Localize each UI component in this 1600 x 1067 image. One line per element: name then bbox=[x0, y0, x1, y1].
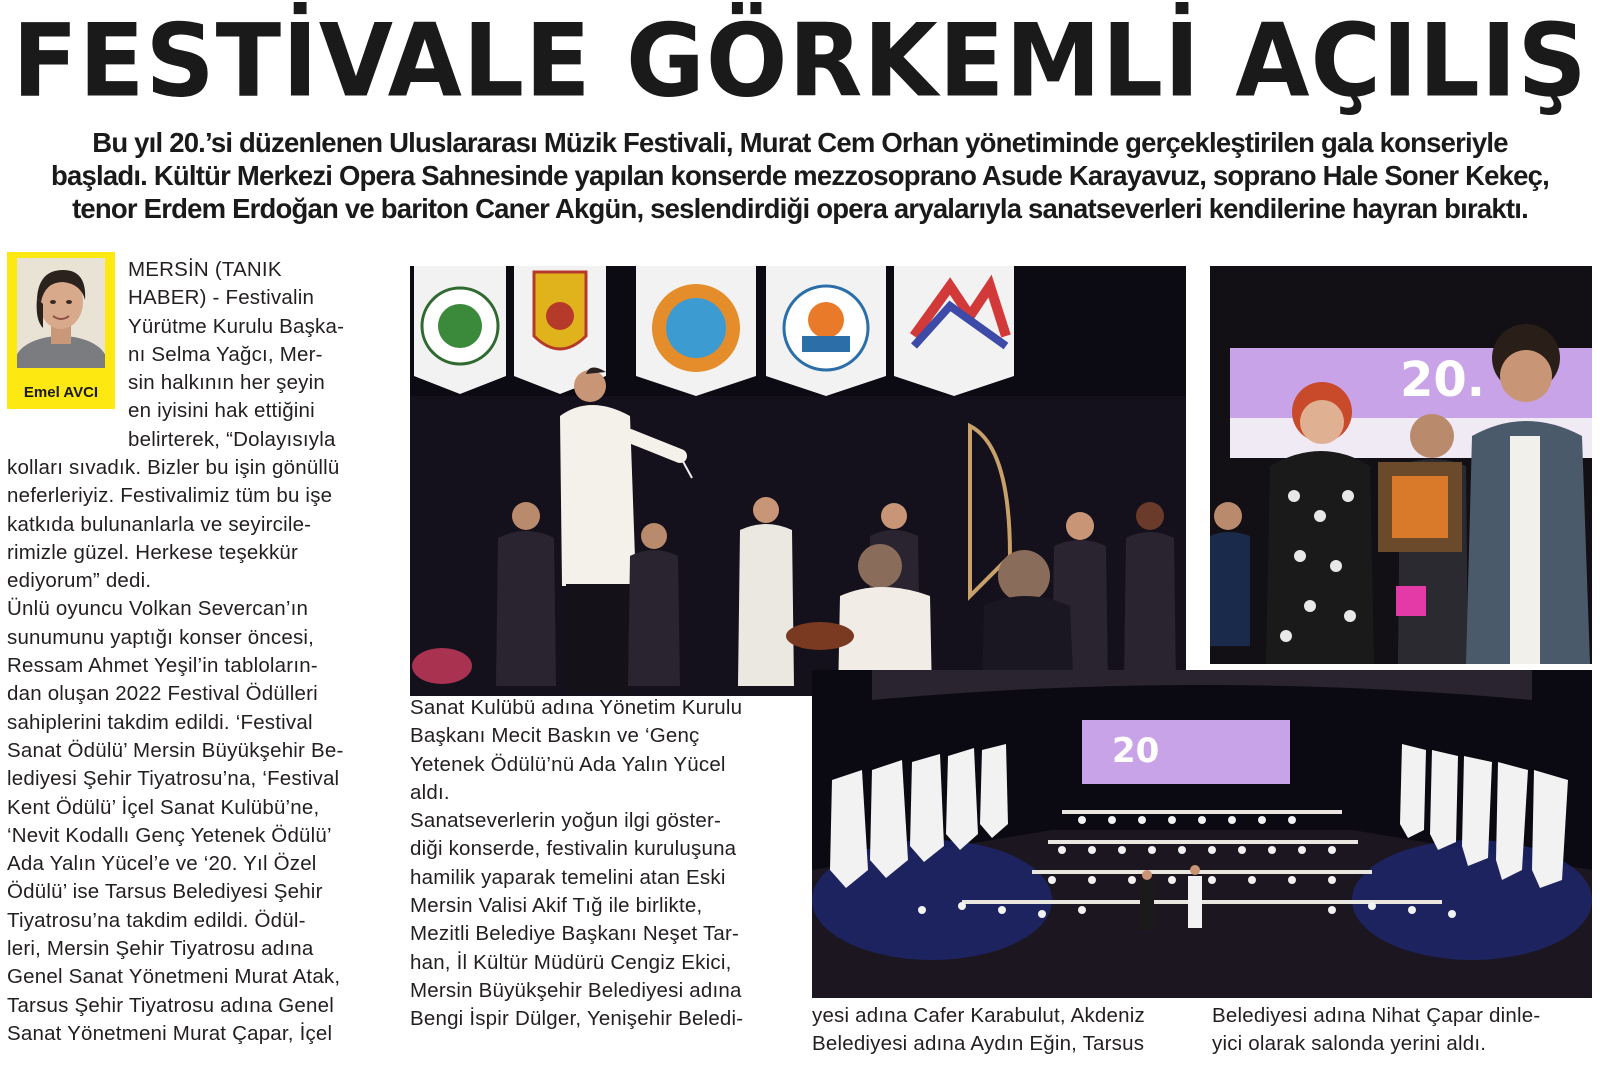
orchestra-photo bbox=[410, 266, 1186, 696]
text-line: Sanat Kulübü adına Yönetim Kurulu bbox=[410, 696, 743, 719]
screen-number: 20. bbox=[1400, 352, 1486, 408]
text-line: Tiyatrosu’na takdim edildi. Ödül- bbox=[7, 908, 306, 932]
text-line: Tarsus Şehir Tiyatrosu adına Genel bbox=[7, 993, 334, 1017]
text-line: Yürütme Kurulu Başka- bbox=[128, 314, 345, 338]
text-line: diği konserde, festivalin kuruluşuna bbox=[410, 837, 737, 861]
text-line: lediyesi Şehir Tiyatrosu’na, ‘Festival bbox=[7, 767, 340, 791]
text-line: leri, Mersin Şehir Tiyatrosu adına bbox=[7, 937, 314, 961]
text-line: sunumunu yaptığı konser öncesi, bbox=[7, 625, 315, 649]
award-photo bbox=[1210, 266, 1592, 664]
text-line: kolları sıvadık. Bizler bu işin gönüllü bbox=[7, 456, 340, 479]
author-photo bbox=[17, 258, 105, 368]
text-line: nı Selma Yağcı, Mer- bbox=[128, 342, 323, 366]
text-line: sahiplerini takdim edildi. ‘Festival bbox=[7, 710, 313, 734]
text-line: hamilik yaparak temelini atan Eski bbox=[410, 865, 726, 889]
lead-line: tenor Erdem Erdoğan ve bariton Caner Akgün, seslendirdiği opera aryalarıyla sanatseverleri kendilerine hayran bıraktı. bbox=[72, 193, 1528, 224]
text-line: Yetenek Ödülü’nü Ada Yalın Yücel bbox=[410, 752, 726, 776]
text-line: Bengi İspir Dülger, Yenişehir Beledi- bbox=[410, 1007, 744, 1031]
text-line: Sanat Ödülü’ Mersin Büyükşehir Be- bbox=[7, 738, 344, 762]
text-line: katkıda bulunanlarla ve seyircile- bbox=[7, 512, 312, 536]
text-line: belirterek, “Dolayısıyla bbox=[128, 427, 336, 451]
text-line: yici olarak salonda yerini aldı. bbox=[1212, 1032, 1487, 1056]
text-line: Ressam Ahmet Yeşil’in tabloların- bbox=[7, 654, 318, 678]
text-line: yesi adına Cafer Karabulut, Akdeniz bbox=[812, 1004, 1145, 1027]
lead-paragraph bbox=[0, 126, 1600, 225]
text-line: Sanat Yönetmeni Murat Çapar, İçel bbox=[7, 1021, 333, 1045]
text-line: Genel Sanat Yönetmeni Murat Atak, bbox=[7, 965, 341, 989]
column-4-body bbox=[1212, 1002, 1540, 1059]
headline: FESTİVALE GÖRKEMLİ AÇILIŞ bbox=[12, 2, 1588, 120]
text-line: han, İl Kültür Müdürü Cengiz Ekici, bbox=[410, 950, 732, 974]
text-line: Başkanı Mecit Baskın ve ‘Genç bbox=[410, 724, 700, 748]
text-line: Ünlü oyuncu Volkan Severcan’ın bbox=[7, 597, 309, 621]
lead-line: Bu yıl 20.’si düzenlenen Uluslararası Müzik Festivali, Murat Cem Orhan yönetiminde gerçekleştirilen gala konseriyle bbox=[92, 127, 1508, 158]
screen-number: 20 bbox=[1112, 731, 1160, 771]
text-line: Belediyesi adına Aydın Eğin, Tarsus bbox=[812, 1032, 1145, 1056]
column-3-body bbox=[812, 1002, 1145, 1059]
text-line: Mezitli Belediye Başkanı Neşet Tar- bbox=[410, 922, 740, 946]
text-line: aldı. bbox=[410, 780, 450, 804]
text-line: ediyorum” dedi. bbox=[7, 569, 152, 593]
text-line: Mersin Büyükşehir Belediyesi adına bbox=[410, 978, 742, 1002]
column-1-intro bbox=[128, 256, 344, 454]
text-line: sin halkının her şeyin bbox=[128, 371, 325, 395]
text-line: Ada Yalın Yücel’e ve ‘20. Yıl Özel bbox=[7, 852, 317, 876]
concert-hall-photo bbox=[812, 670, 1592, 998]
text-line: HABER) - Festivalin bbox=[128, 286, 315, 310]
text-line: en iyisini hak ettiğini bbox=[128, 399, 315, 423]
text-line: Sanatseverlerin yoğun ilgi göster- bbox=[410, 809, 722, 833]
author-name: Emel AVCI bbox=[23, 384, 99, 401]
lead-line: başladı. Kültür Merkezi Opera Sahnesinde yapılan konserde mezzosoprano Asude Karayavuz, soprano Hale Soner Kekeç, bbox=[51, 160, 1549, 191]
author-box bbox=[7, 252, 115, 409]
text-line: Belediyesi adına Nihat Çapar dinle- bbox=[1212, 1004, 1541, 1027]
text-line: MERSİN (TANIK bbox=[128, 258, 282, 281]
text-line: Ödülü’ ise Tarsus Belediyesi Şehir bbox=[7, 880, 323, 904]
text-line: dan oluşan 2022 Festival Ödülleri bbox=[7, 682, 318, 706]
text-line: neferleriyiz. Festivalimiz tüm bu işe bbox=[7, 484, 333, 508]
text-line: Mersin Valisi Akif Tığ ile birlikte, bbox=[410, 894, 703, 918]
text-line: ‘Nevit Kodallı Genç Yetenek Ödülü’ bbox=[7, 823, 332, 847]
text-line: rimizle güzel. Herkese teşekkür bbox=[7, 540, 299, 564]
festival-banners bbox=[414, 266, 1014, 396]
text-line: Kent Ödülü’ İçel Sanat Kulübü’ne, bbox=[7, 795, 320, 819]
column-2-body bbox=[410, 694, 743, 1034]
column-1-body bbox=[7, 454, 343, 1048]
